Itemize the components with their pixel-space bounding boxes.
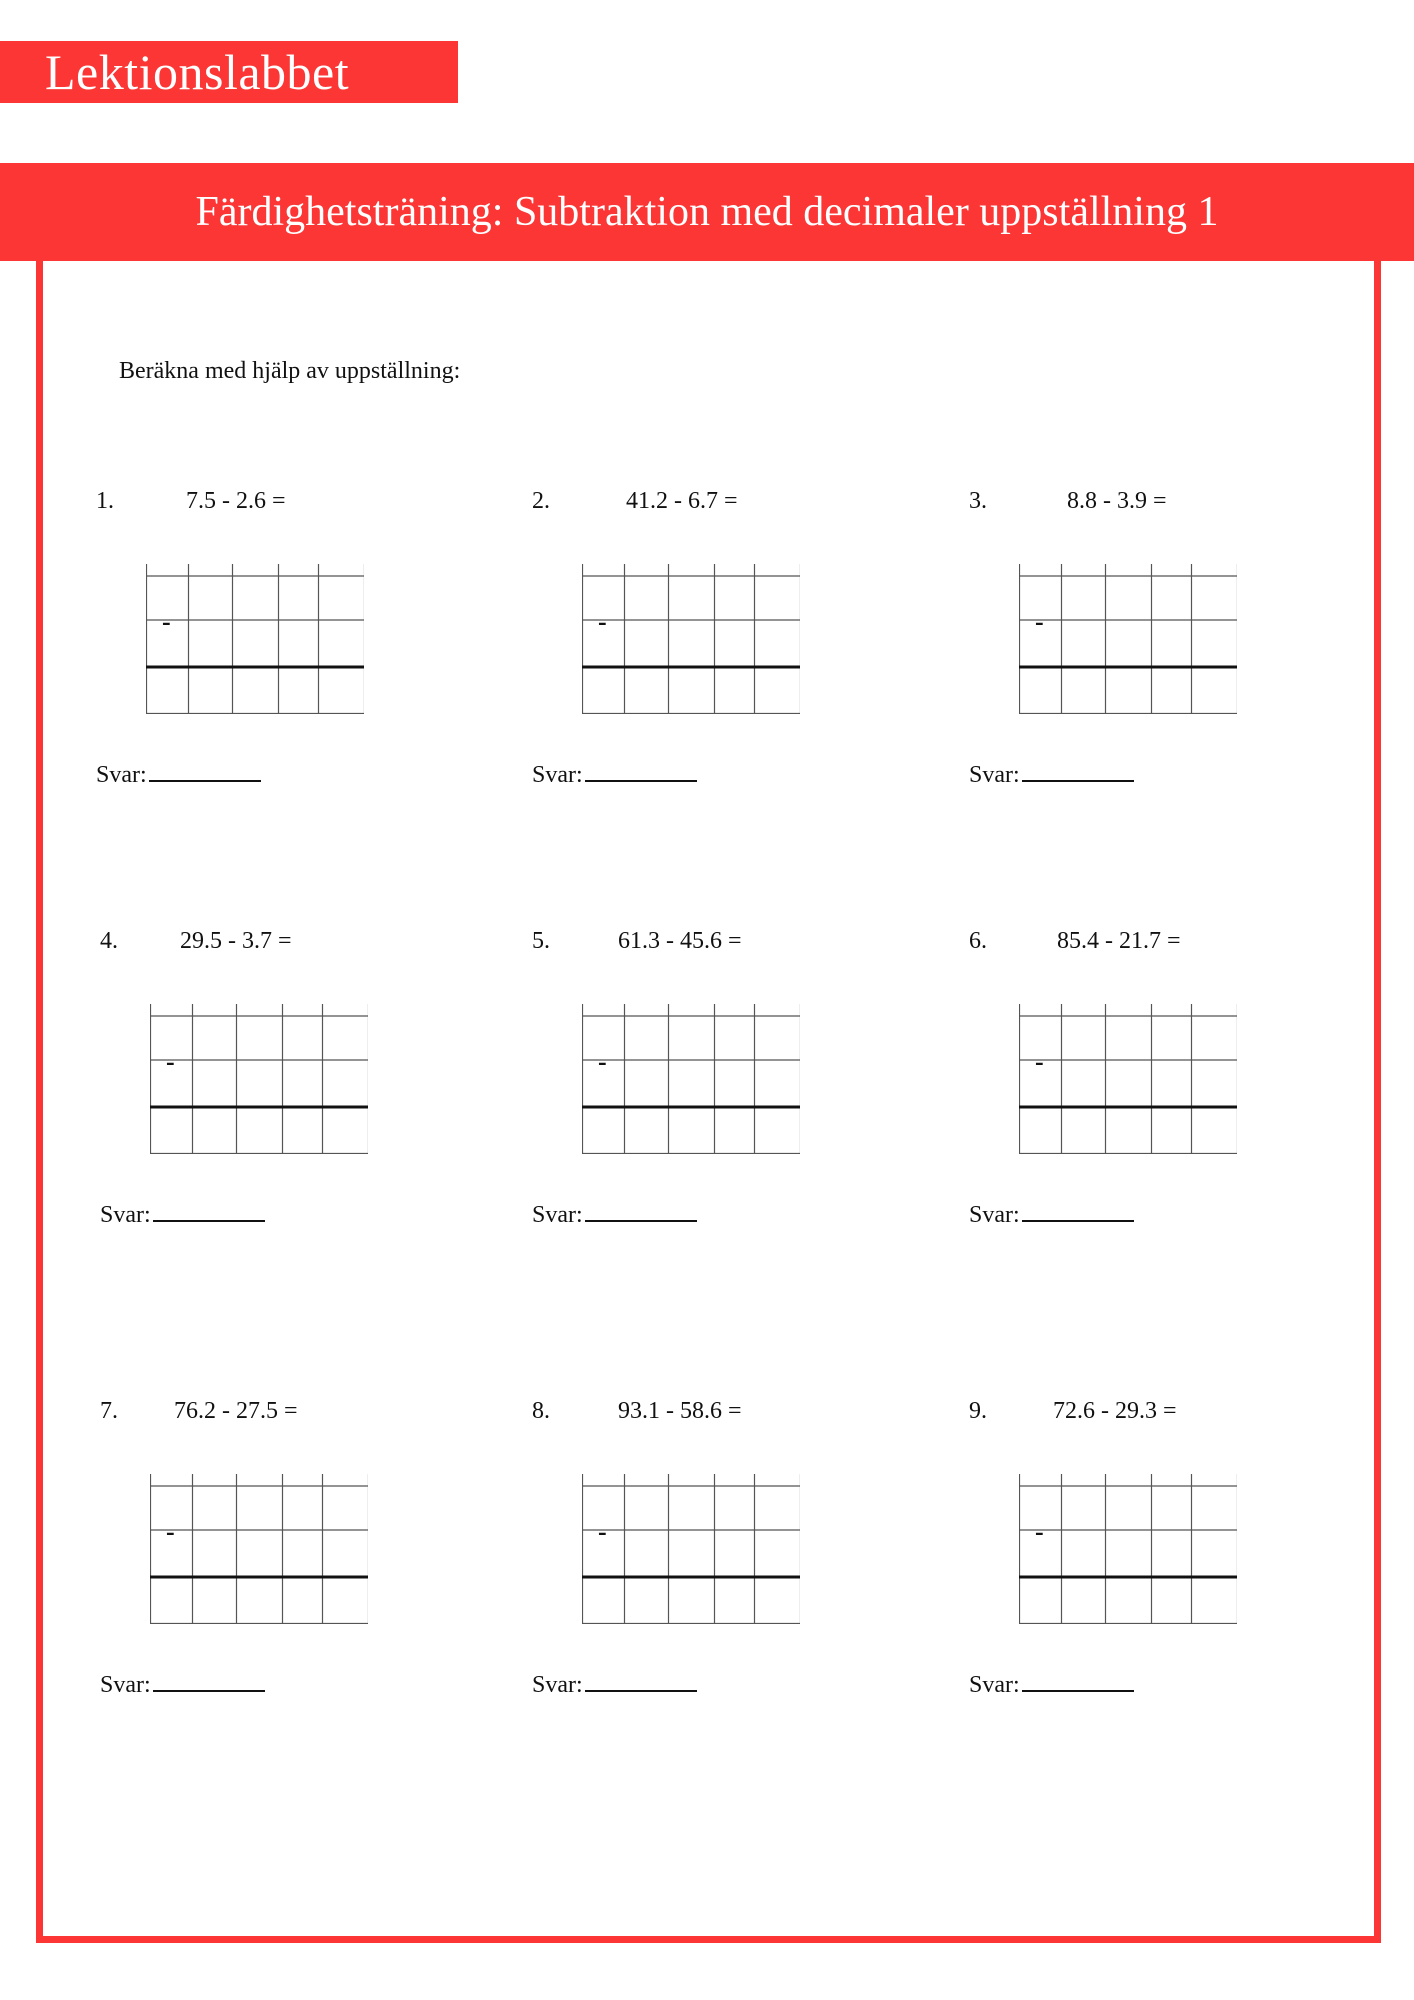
- problem-number: 7.: [100, 1398, 118, 1424]
- problem-number: 1.: [96, 488, 114, 514]
- problem-1: [96, 488, 476, 828]
- subtraction-grid: [150, 1004, 368, 1154]
- problem-8: [532, 1398, 912, 1738]
- answer-row: [969, 1202, 1134, 1229]
- problem-number: 4.: [100, 928, 118, 954]
- problem-number: 2.: [532, 488, 550, 514]
- answer-label: Svar:: [969, 1672, 1020, 1698]
- problem-9: [969, 1398, 1349, 1738]
- subtraction-grid: [150, 1474, 368, 1624]
- answer-label: Svar:: [100, 1672, 151, 1698]
- answer-line: [1022, 762, 1134, 782]
- minus-sign: -: [166, 1047, 175, 1076]
- subtraction-grid: [1019, 1004, 1237, 1154]
- problem-5: [532, 928, 912, 1268]
- page-title: Färdighetsträning: Subtraktion med decimaler uppställning 1: [0, 163, 1414, 261]
- answer-line: [585, 1202, 697, 1222]
- problem-expression: 85.4 - 21.7 =: [1057, 928, 1181, 954]
- minus-sign: -: [166, 1517, 175, 1546]
- subtraction-grid: [582, 1004, 800, 1154]
- problem-2: [532, 488, 912, 828]
- minus-sign: -: [598, 1517, 607, 1546]
- problem-number: 3.: [969, 488, 987, 514]
- answer-row: [532, 762, 697, 789]
- answer-row: [100, 1202, 265, 1229]
- answer-label: Svar:: [532, 1672, 583, 1698]
- answer-label: Svar:: [969, 762, 1020, 788]
- problem-expression: 7.5 - 2.6 =: [186, 488, 286, 514]
- subtraction-grid: [582, 1474, 800, 1624]
- problem-expression: 72.6 - 29.3 =: [1053, 1398, 1177, 1424]
- problem-number: 9.: [969, 1398, 987, 1424]
- answer-label: Svar:: [100, 1202, 151, 1228]
- answer-line: [585, 762, 697, 782]
- problem-expression: 61.3 - 45.6 =: [618, 928, 742, 954]
- subtraction-grid: [1019, 564, 1237, 714]
- answer-row: [969, 1672, 1134, 1699]
- answer-label: Svar:: [96, 762, 147, 788]
- answer-line: [1022, 1672, 1134, 1692]
- answer-line: [1022, 1202, 1134, 1222]
- answer-row: [100, 1672, 265, 1699]
- subtraction-grid: [582, 564, 800, 714]
- answer-line: [149, 762, 261, 782]
- problem-expression: 41.2 - 6.7 =: [626, 488, 738, 514]
- answer-row: [532, 1672, 697, 1699]
- problem-number: 8.: [532, 1398, 550, 1424]
- problem-4: [100, 928, 480, 1268]
- minus-sign: -: [1035, 1047, 1044, 1076]
- answer-row: [969, 762, 1134, 789]
- answer-label: Svar:: [532, 1202, 583, 1228]
- problem-expression: 29.5 - 3.7 =: [180, 928, 292, 954]
- answer-line: [585, 1672, 697, 1692]
- problem-expression: 93.1 - 58.6 =: [618, 1398, 742, 1424]
- subtraction-grid: [146, 564, 364, 714]
- problem-number: 5.: [532, 928, 550, 954]
- minus-sign: -: [1035, 607, 1044, 636]
- minus-sign: -: [162, 607, 171, 636]
- answer-line: [153, 1202, 265, 1222]
- answer-row: [532, 1202, 697, 1229]
- minus-sign: -: [598, 1047, 607, 1076]
- minus-sign: -: [598, 607, 607, 636]
- subtraction-grid: [1019, 1474, 1237, 1624]
- problem-6: [969, 928, 1349, 1268]
- problem-3: [969, 488, 1349, 828]
- answer-label: Svar:: [532, 762, 583, 788]
- problem-7: [100, 1398, 480, 1738]
- problem-expression: 76.2 - 27.5 =: [174, 1398, 298, 1424]
- answer-label: Svar:: [969, 1202, 1020, 1228]
- problem-number: 6.: [969, 928, 987, 954]
- minus-sign: -: [1035, 1517, 1044, 1546]
- answer-row: [96, 762, 261, 789]
- instruction-text: Beräkna med hjälp av uppställning:: [119, 358, 461, 384]
- brand-logo: Lektionslabbet: [0, 41, 458, 103]
- answer-line: [153, 1672, 265, 1692]
- problem-expression: 8.8 - 3.9 =: [1067, 488, 1167, 514]
